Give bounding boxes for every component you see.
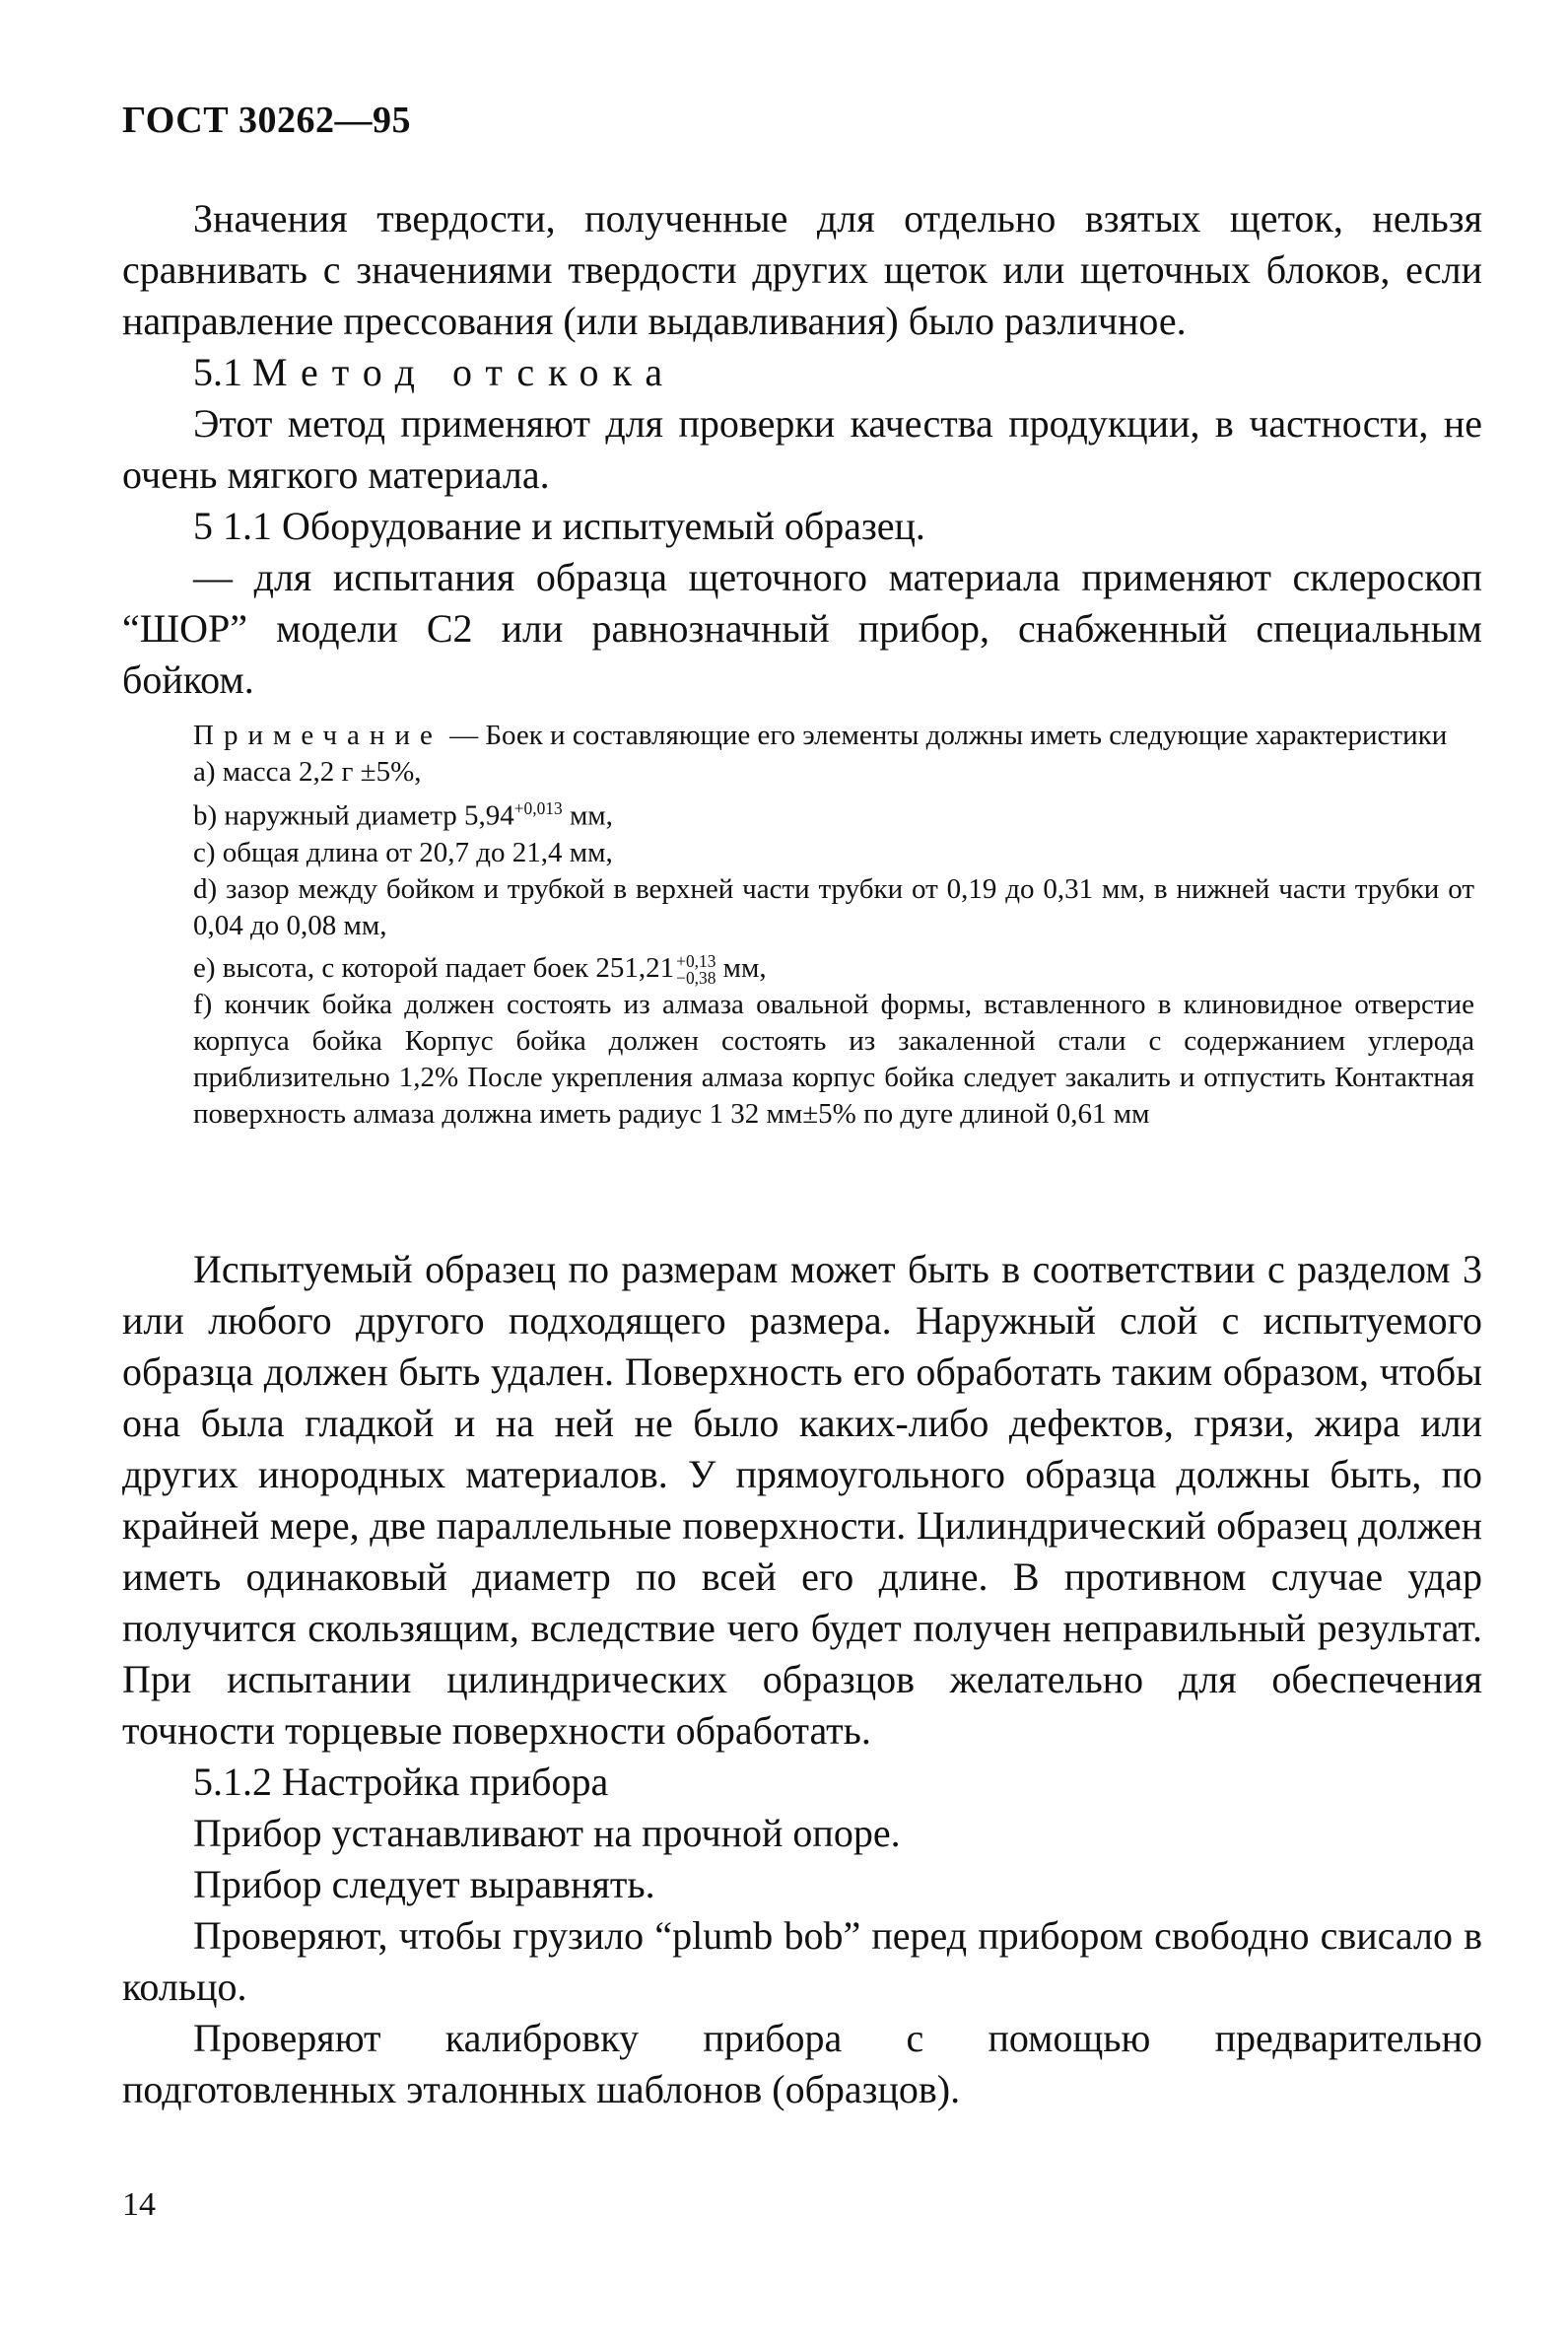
- main-text-bottom: [122, 1244, 1482, 2115]
- section-5-1-2-line-2: Прибор следует выравнять.: [193, 1862, 655, 1906]
- section-5-1-1-heading: 5 1.1 Оборудование и испытуемый образец.: [193, 504, 925, 548]
- note-item-b: [193, 791, 1474, 835]
- note-item-e-tolerance: [676, 950, 716, 988]
- hardness-paragraph: Значения твердости, полученные для отдельно взятых щеток, нельзя сравнивать с значениями твердости других щеток или щеточных блоков, если направление прессования (или выдавливания) было различное.: [122, 196, 1482, 343]
- note-item-c: с) общая длина от 20,7 до 21,4 мм,: [193, 836, 613, 868]
- section-5-1-number: 5.1: [193, 350, 242, 394]
- section-5-1-1-paragraph: — для испытания образца щеточного материала применяют склероскоп “ШОР” модели С2 или равнозначный прибор, снабженный специальным бойком.: [122, 555, 1482, 702]
- note-item-d: d) зазор между бойком и трубкой в верхней части трубки от 0,19 до 0,31 мм, в нижней части трубки от 0,04 до 0,08 мм,: [193, 872, 1474, 941]
- section-5-1-paragraph: Этот метод применяют для проверки качества продукции, в частности, не очень мягкого материала.: [122, 401, 1482, 497]
- section-5-1-2-heading: 5.1.2 Настройка прибора: [193, 1760, 609, 1804]
- note-item-b-tolerance: +0,013: [513, 798, 563, 818]
- note-block: [193, 718, 1474, 1133]
- specimen-paragraph: Испытуемый образец по размерам может быть в соответствии с разделом 3 или любого другого подходящего размера. Наружный слой с испытуемого образца должен быть удален. Поверхность его обработать таким образом, чтобы она была гладкой и на ней не было каких-либо дефектов, грязи, жира или других инородных материалов. У прямоугольного образца должны быть, по крайней мере, две параллельные поверхности. Цилиндрический образец должен иметь одинаковый диаметр по всей его длине. В противном случае удар получится скользящим, вследствие чего будет получен неправильный результат. При испытании цилиндрических образцов желательно для обеспечения точности торцевые поверхности обработать.: [122, 1247, 1482, 1753]
- note-item-e-upper: +0,13: [676, 950, 716, 971]
- note-item-e: [193, 950, 1474, 988]
- section-5-1-2-line-3: Проверяют, чтобы грузило “plumb bob” перед прибором свободно свисало в кольцо.: [122, 1913, 1482, 2009]
- section-5-1-title: Метод отскока: [252, 350, 677, 394]
- note-item-b-unit: мм,: [569, 799, 613, 832]
- main-text-top: [122, 193, 1482, 706]
- document-code-header: ГОСТ 30262—95: [122, 100, 412, 141]
- section-5-1-heading: [122, 347, 1482, 398]
- note-item-f: f) кончик бойка должен состоять из алмаза овальной формы, вставленного в клиновидное отверстие корпуса бойка Корпус бойка должен состоять из закаленной стали с содержанием углерода приблизительно 1,2% После укрепления алмаза корпус бойка следует закалить и отпустить Контактная поверхность алмаза должна иметь радиус 1 32 мм±5% по дуге длиной 0,61 мм: [193, 989, 1474, 1131]
- note-intro-text: — Боек и составляющие его элементы должны иметь следующие характеристики: [449, 720, 1448, 751]
- section-5-1-2-line-1: Прибор устанавливают на прочной опоре.: [193, 1811, 901, 1855]
- page-number: 14: [122, 2186, 156, 2223]
- section-5-1-2-line-4: Проверяют калибровку прибора с помощью предварительно подготовленных эталонных шаблонов (образцов).: [122, 2016, 1482, 2111]
- note-label: Примечание: [193, 720, 443, 751]
- note-item-e-lower: −0,38: [676, 968, 716, 988]
- note-item-b-text: b) наружный диаметр 5,94: [193, 799, 514, 832]
- note-intro: [193, 718, 1474, 754]
- note-item-e-text: е) высота, с которой падает боек 251,21: [193, 951, 675, 984]
- note-item-e-unit: мм,: [722, 951, 767, 984]
- note-item-a: а) масса 2,2 г ±5%,: [193, 756, 422, 788]
